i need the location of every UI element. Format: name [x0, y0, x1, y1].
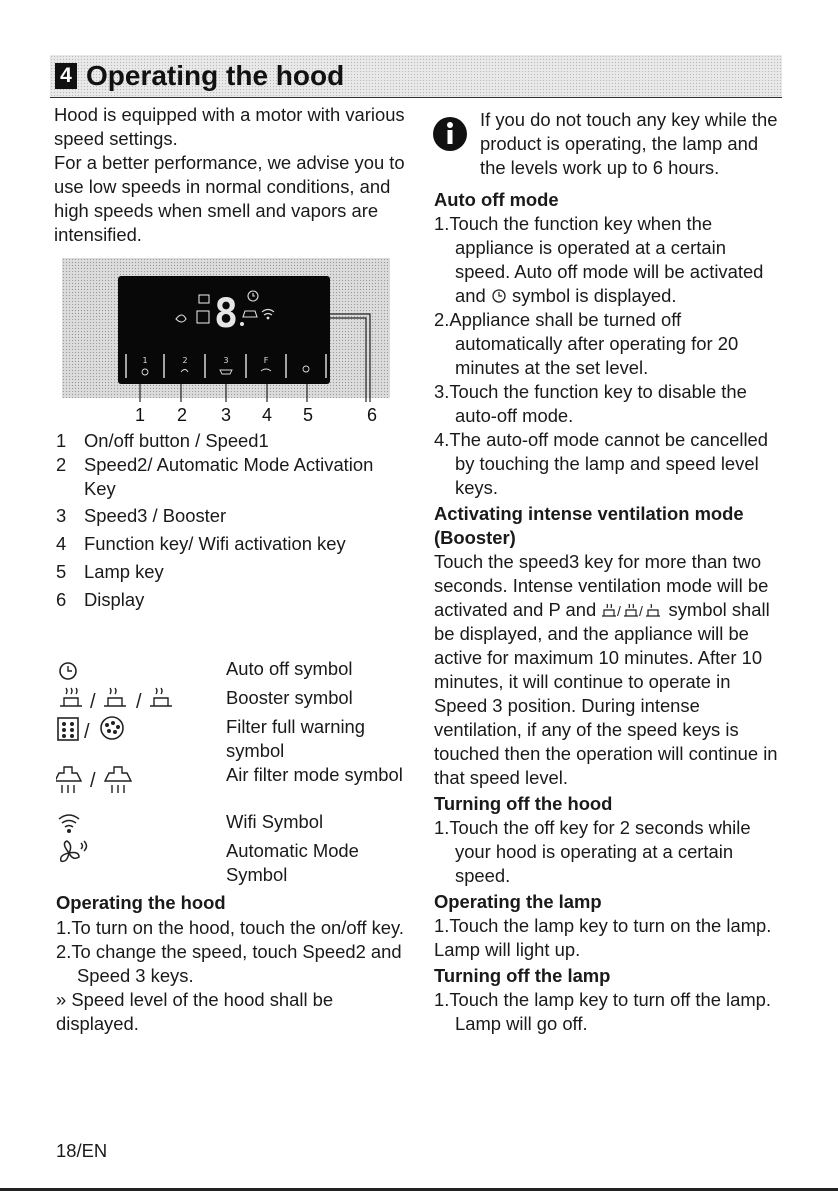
operating-hood-heading: Operating the hood — [56, 892, 226, 913]
svg-text:/: / — [617, 603, 622, 619]
key-label-f: F — [263, 356, 269, 365]
operating-hood-step-1: 1.To turn on the hood, touch the on/off key. — [56, 917, 404, 938]
symbol-label: Booster symbol — [226, 687, 353, 708]
symbol-row-auto-off — [56, 657, 396, 683]
callout-2: 2 — [176, 405, 188, 425]
auto-off-step-4: 4.The auto-off mode cannot be cancelled by touching the lamp and speed level keys. — [434, 429, 768, 498]
filter-full-warning-icon — [56, 715, 156, 745]
page-number: 18/EN — [56, 1140, 108, 1161]
symbol-label: Auto off symbol — [226, 658, 353, 679]
symbol-row-wifi — [56, 810, 396, 836]
operating-hood-section — [56, 891, 406, 1036]
auto-off-step-3: 3.Touch the function key to disable the auto-off mode. — [434, 381, 747, 426]
svg-text:/: / — [639, 603, 644, 619]
key-label-3: 3 — [223, 356, 229, 365]
svg-text:/: / — [84, 721, 90, 743]
key-label-2: 2 — [182, 356, 188, 365]
callout-3: 3 — [220, 405, 232, 425]
lamp-on-note: Lamp will light up. — [434, 939, 581, 960]
booster-symbol-icon — [56, 686, 196, 714]
turn-off-hood-step-1: 1.Touch the off key for 2 seconds while your hood is operating at a certain speed. — [434, 817, 751, 886]
auto-off-heading: Auto off mode — [434, 189, 559, 210]
intro-paragraph-1: Hood is equipped with a motor with various speed settings. — [54, 104, 405, 149]
auto-off-step-2: 2.Appliance shall be turned off automatically after operating for 20 minutes at the set level. — [434, 309, 739, 378]
lamp-on-step-1: 1.Touch the lamp key to turn on the lamp. — [434, 915, 772, 936]
wifi-symbol-icon — [56, 810, 86, 838]
callout-5: 5 — [302, 405, 314, 425]
operating-hood-note: » Speed level of the hood shall be displayed. — [56, 989, 334, 1034]
legend-item: 5 Lamp key — [56, 561, 164, 582]
symbol-row-air-filter — [56, 763, 403, 813]
intro-paragraph-2: For a better performance, we advise you to use low speeds in normal conditions, and high speeds when smell and vapors are intensified. — [54, 152, 405, 245]
right-column — [434, 188, 786, 1036]
turn-off-hood-heading: Turning off the hood — [434, 793, 613, 814]
lamp-off-heading: Turning off the lamp — [434, 965, 611, 986]
lamp-off-step-1: 1.Touch the lamp key to turn off the lamp. Lamp will go off. — [434, 989, 772, 1034]
air-filter-mode-icon — [56, 763, 156, 797]
symbol-label: Filter full warning symbol — [226, 716, 365, 761]
symbol-row-auto-mode — [56, 839, 396, 889]
booster-inline-icons — [601, 601, 663, 619]
key-label-1: 1 — [142, 356, 148, 365]
legend-item: 4 Function key/ Wifi activation key — [56, 533, 346, 554]
symbol-label: Wifi Symbol — [226, 811, 324, 832]
callout-1: 1 — [134, 405, 146, 425]
legend-list — [56, 429, 406, 612]
lamp-on-heading: Operating the lamp — [434, 891, 602, 912]
symbol-row-filter — [56, 715, 396, 765]
section-title: Operating the hood — [86, 60, 345, 91]
info-note: If you do not touch any key while the product is operating, the lamp and the levels work up to 6 hours. — [480, 109, 778, 178]
automatic-mode-symbol-icon — [56, 839, 90, 869]
booster-heading: Activating intense ventilation mode (Booster) — [434, 503, 744, 548]
callout-4: 4 — [261, 405, 273, 425]
callout-6: 6 — [366, 405, 378, 425]
info-icon — [432, 115, 472, 155]
auto-off-symbol-icon — [56, 657, 96, 685]
svg-text:/: / — [136, 691, 142, 713]
symbol-label: Automatic Mode Symbol — [226, 840, 359, 885]
legend-item: 1 On/off button / Speed1 — [56, 430, 269, 451]
svg-text:/: / — [90, 770, 96, 792]
svg-text:/: / — [90, 691, 96, 713]
section-number: 4 — [55, 63, 77, 89]
legend-item: 3 Speed3 / Booster — [56, 505, 227, 526]
operating-hood-step-2: 2.To change the speed, touch Speed2 and Speed 3 keys. — [56, 941, 402, 986]
symbol-label: Air filter mode symbol — [226, 764, 403, 785]
legend-item: 6 Display — [56, 589, 145, 610]
symbol-row-booster — [56, 686, 396, 712]
booster-text: Touch the speed3 key for more than two seconds. Intense ventilation mode will be activated and P and / / symbol shall be displayed, and the appliance will be active for maximum 10 minutes. After 10 minutes, it will continue to operate in Speed 3 position. During intense ventilation, if any of the speed keys is touched then the operation will continue in that speed level. — [434, 551, 778, 788]
auto-off-inline-icon — [491, 288, 507, 304]
auto-off-step-1: 1.Touch the function key when the appliance is operated at a certain speed. Auto off mode will be activated and symbol is displayed. — [434, 213, 764, 306]
legend-item: 2 Speed2/ Automatic Mode Activation Key — [56, 454, 374, 499]
display-digit: 8 — [213, 291, 239, 337]
